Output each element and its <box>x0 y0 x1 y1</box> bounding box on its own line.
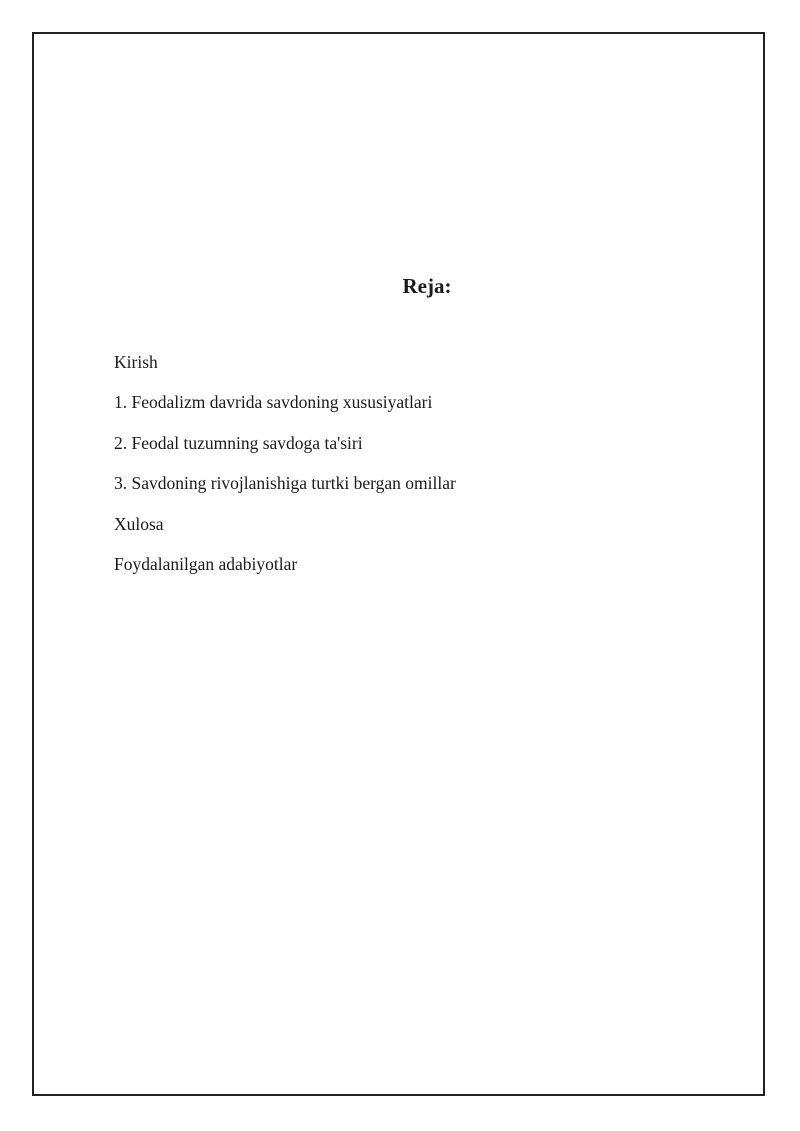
toc-item-conclusion: Xulosa <box>114 513 164 534</box>
toc-item-introduction: Kirish <box>114 352 158 372</box>
table-of-contents <box>114 350 456 592</box>
toc-item-3: 3. Savdoning rivojlanishiga turtki bergan omillar <box>114 473 456 494</box>
toc-item-references: Foydalanilgan adabiyotlar <box>114 553 298 574</box>
page-title: Reja: <box>402 274 452 298</box>
toc-item-2: 2. Feodal tuzumning savdoga ta'siri <box>114 432 363 453</box>
toc-item-1: 1. Feodalizm davrida savdoning xususiyatlari <box>114 392 433 413</box>
